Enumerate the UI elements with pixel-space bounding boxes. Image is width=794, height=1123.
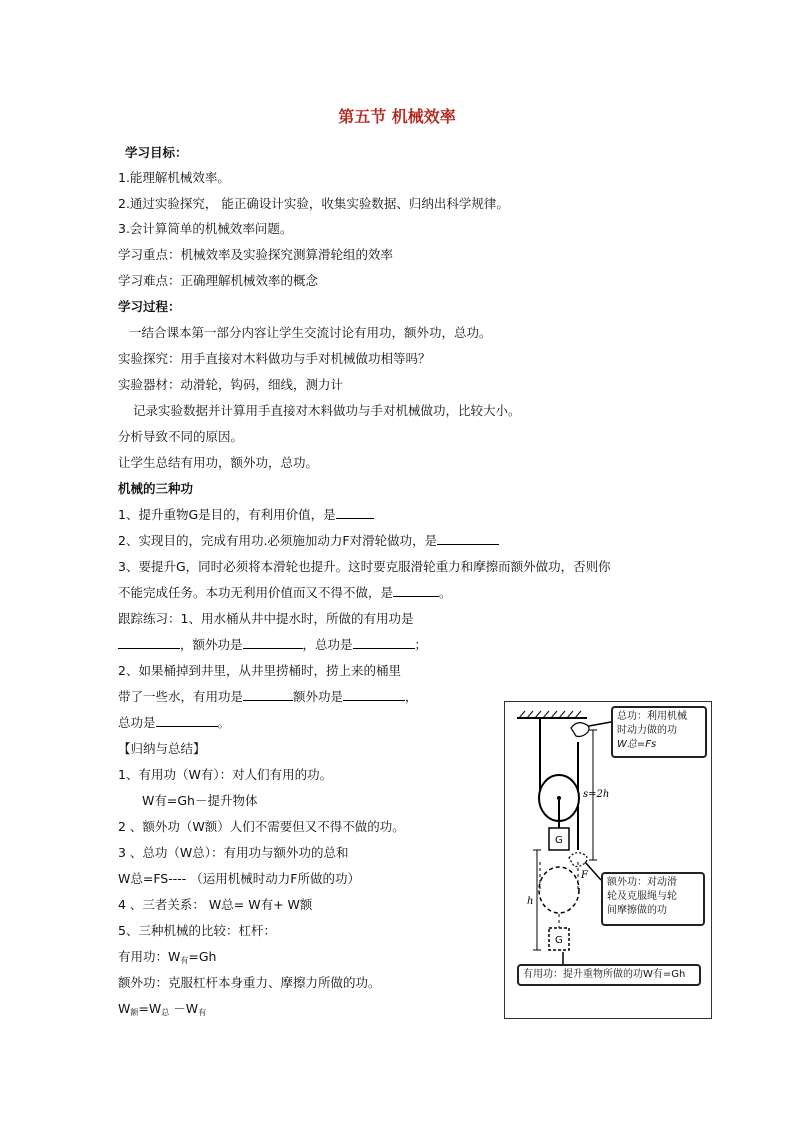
summary-1: 1、有用功（W有）：对人们有用的功。	[118, 767, 333, 782]
label-h: h	[527, 896, 534, 907]
extra-work-callout: 额外功：对动滑 轮及克服绳与轮 间摩擦做的功	[601, 872, 705, 926]
useful-work-callout: 有用功：提升重物所做的功W有=Gh	[517, 964, 701, 986]
lever-formula: $W_额=W_总 -W_有$	[118, 1001, 207, 1017]
practice-1-line-1: 跟踪练习：1、用水桶从井中提水时，所做的有用功是	[118, 611, 414, 626]
process-5: 分析导致不同的原因。	[118, 429, 244, 444]
summary-1-formula: W有=Gh－提升物体	[142, 793, 258, 808]
process-4: 记录实验数据并计算用手直接对木料做功与手对机械做功，比较大小。	[133, 403, 521, 418]
label-g-lower: G	[555, 935, 563, 946]
ceiling-hatch	[519, 711, 581, 718]
question-3-line-2: 不能完成任务。本功无利用价值而又不得不做，是 。	[118, 585, 452, 600]
process-6: 让学生总结有用功，额外功，总功。	[118, 455, 319, 470]
objectives-heading: 学习目标：	[125, 145, 188, 160]
answer-blank[interactable]	[243, 637, 303, 649]
key-point: 学习重点：机械效率及实验探究测算滑轮组的效率	[118, 247, 394, 262]
objective-3: 3.会计算简单的机械效率问题。	[118, 221, 293, 236]
question-1: 1、提升重物G是目的，有利用价值，是	[118, 507, 374, 523]
practice-2-line-1: 2、如果桶掉到井里，从井里捞桶时，捞上来的桶里	[118, 663, 401, 678]
process-3: 实验器材：动滑轮，钩码，细线，测力计	[118, 377, 344, 392]
question-2: 2、实现目的，完成有用功.必须施加动力F对滑轮做功，是	[118, 533, 499, 549]
summary-3-formula: W总=FS---- （运用机械时动力F所做的功）	[118, 871, 360, 886]
label-f: F	[581, 870, 588, 881]
pulley-figure	[504, 701, 712, 1019]
summary-5: 5、三种机械的比较：杠杆：	[118, 923, 276, 938]
answer-blank[interactable]	[393, 585, 439, 597]
answer-blank[interactable]	[353, 637, 415, 649]
practice-1-line-2: ，额外功是 ，总功是 ；	[118, 637, 427, 653]
answer-blank[interactable]	[343, 689, 405, 701]
objective-2: 2.通过实验探究， 能正确设计实验，收集实验数据、归纳出科学规律。	[118, 196, 509, 211]
difficulty: 学习难点：正确理解机械效率的概念	[118, 273, 319, 288]
summary-2: 2 、额外功（W额）人们不需要但又不得不做的功。	[118, 819, 405, 834]
answer-blank[interactable]	[437, 533, 499, 545]
answer-blank[interactable]	[336, 507, 374, 519]
summary-4: 4 、三者关系： W总= W有+ W额	[118, 897, 313, 912]
hand-top	[571, 723, 589, 737]
label-s: s=2h	[583, 789, 610, 800]
lever-useful-work: 有用功：$W_有=Gh$	[118, 949, 217, 965]
objective-1: 1.能理解机械效率。	[118, 170, 230, 185]
lever-extra-work: 额外功：克服杠杆本身重力、摩擦力所做的功。	[118, 975, 381, 990]
process-2: 实验探究：用手直接对木料做功与手对机械做功相等吗？	[118, 351, 431, 366]
page-title: 第五节 机械效率	[338, 107, 456, 126]
answer-blank[interactable]	[118, 637, 180, 649]
practice-2-line-2: 带了一些水，有用功是 额外功是 ，	[118, 689, 418, 704]
total-work-callout: 总功：利用机械 时动力做的功 W总=Fs	[611, 706, 707, 758]
answer-blank[interactable]	[243, 689, 293, 701]
three-works-heading: 机械的三种功	[118, 481, 194, 496]
answer-blank[interactable]	[156, 715, 218, 727]
summary-3: 3 、总功（W总）：有用功与额外功的总和	[118, 845, 349, 860]
pulley-lower	[539, 867, 579, 913]
question-3-line-1: 3、要提升G，同时必须将本滑轮也提升。这时要克服滑轮重力和摩擦而额外做功，否则你	[118, 559, 611, 574]
process-heading: 学习过程：	[118, 299, 181, 314]
process-1: 一结合课本第一部分内容让学生交流讨论有用功，额外功，总功。	[129, 325, 492, 340]
practice-2-line-3: 总功是 。	[118, 715, 231, 730]
summary-heading: 【归纳与总结】	[118, 741, 206, 756]
label-g: G	[555, 835, 563, 846]
